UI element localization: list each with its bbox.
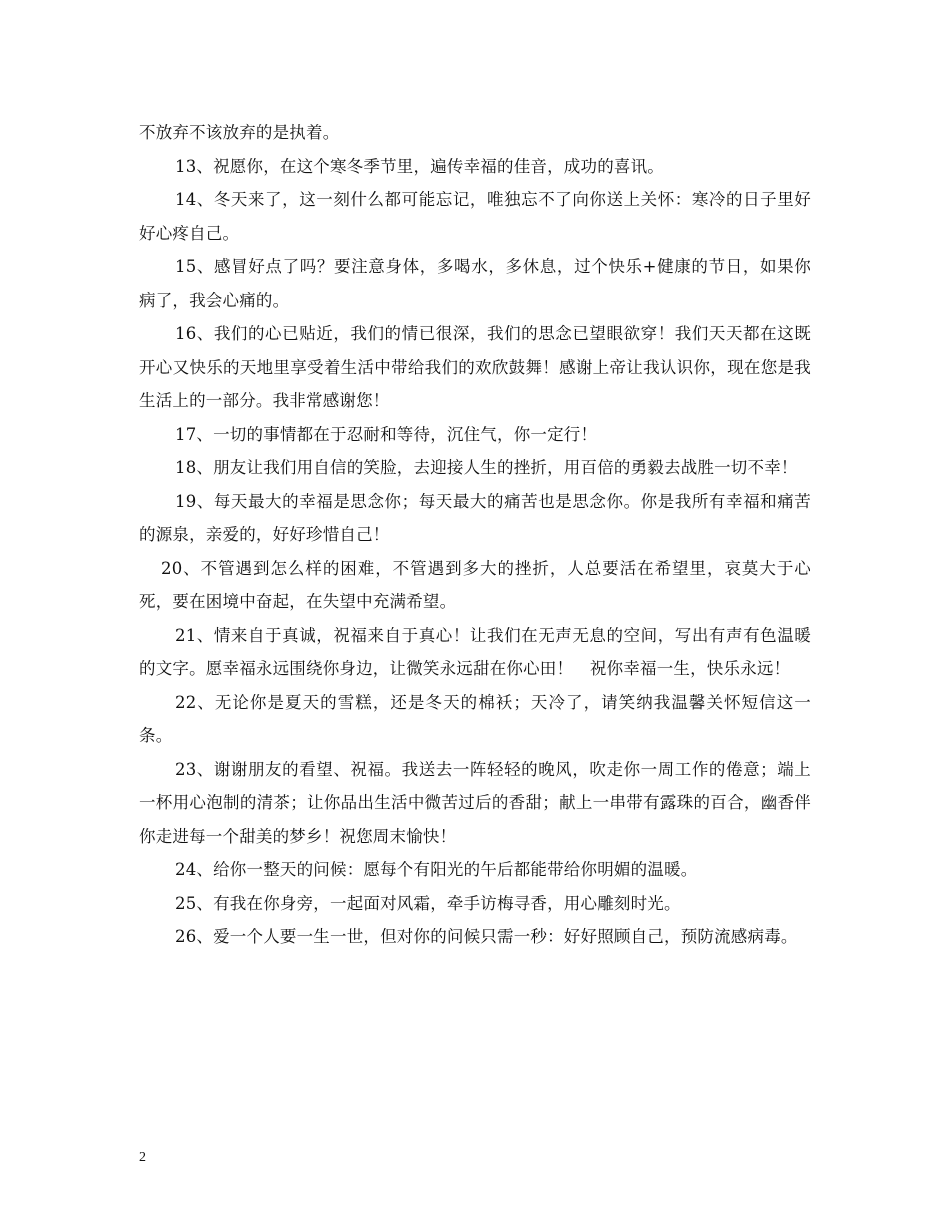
paragraph: 19、每天最大的幸福是思念你；每天最大的痛苦也是思念你。你是我所有幸福和痛苦的源泉，亲爱的，好好珍惜自己！ (139, 491, 811, 544)
paragraph: 13、祝愿你，在这个寒冬季节里，遍传幸福的佳音，成功的喜讯。 (175, 156, 664, 176)
paragraph: 26、爱一个人要一生一世，但对你的问候只需一秒：好好照顾自己，预防流感病毒。 (175, 927, 798, 946)
document-body (139, 116, 811, 954)
paragraph: 24、给你一整天的问候：愿每个有阳光的午后都能带给你明媚的温暖。 (175, 860, 698, 879)
paragraph: 16、我们的心已贴近，我们的情已很深，我们的思念已望眼欲穿！我们天天都在这既开心又快乐的天地里享受着生活中带给我们的欢欣鼓舞！感谢上帝让我认识你，现在您是我生活上的一部分。我非常感谢您！ (139, 324, 811, 410)
paragraph: 20、不管遇到怎么样的困难，不管遇到多大的挫折，人总要活在希望里，哀莫大于心死，要在困境中奋起，在失望中充满希望。 (139, 558, 811, 611)
paragraph: 15、感冒好点了吗？要注意身体，多喝水，多休息，过个快乐+健康的节日，如果你病了，我会心痛的。 (139, 257, 811, 310)
paragraph: 25、有我在你身旁，一起面对风霜，牵手访梅寻香，用心雕刻时光。 (175, 893, 681, 913)
paragraph: 23、谢谢朋友的看望、祝福。我送去一阵轻轻的晚风，吹走你一周工作的倦意；端上一杯用心泡制的清茶；让你品出生活中微苦过后的香甜；献上一串带有露珠的百合，幽香伴你走进每一个甜美的梦乡！祝您周末愉快！ (139, 759, 811, 846)
paragraph: 17、一切的事情都在于忍耐和等待，沉住气，你一定行！ (175, 424, 598, 444)
paragraph: 22、无论你是夏天的雪糕，还是冬天的棉袄；天冷了，请笑纳我温馨关怀短信这一条。 (139, 692, 811, 745)
paragraph: 21、情来自于真诚，祝福来自于真心！让我们在无声无息的空间，写出有声有色温暖的文字。愿幸福永远围绕你身边，让微笑永远甜在你心田！ 祝你幸福一生，快乐永远！ (139, 625, 811, 678)
paragraph: 14、冬天来了，这一刻什么都可能忘记，唯独忘不了向你送上关怀：寒冷的日子里好好心疼自己。 (139, 190, 811, 243)
paragraph: 18、朋友让我们用自信的笑脸，去迎接人生的挫折，用百倍的勇毅去战胜一切不幸！ (175, 458, 798, 477)
paragraph: 不放弃不该放弃的是执着。 (139, 123, 340, 142)
page-number: 2 (139, 1150, 146, 1165)
